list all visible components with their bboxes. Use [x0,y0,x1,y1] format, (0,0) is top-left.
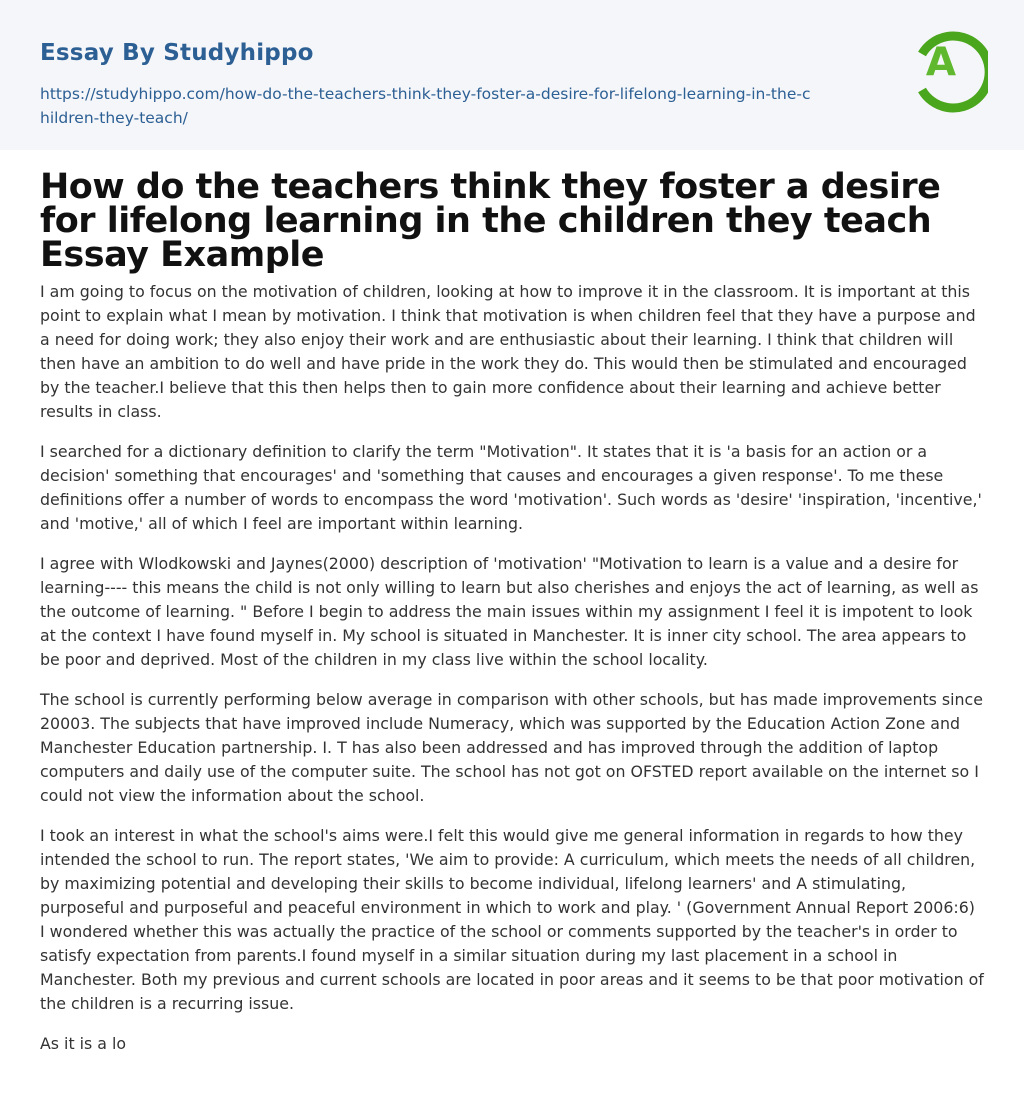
article-paragraph: I agree with Wlodkowski and Jaynes(2000) description of 'motivation' "Motivation to learn is a value and a desire for learning---- this means the child is not only willing to learn but also cherishes and enjoys the act of learning, as well as the outcome of learning. " Before I begin to address the main issues within my assignment I feel it is impotent to look at the context I have found myself in. My school is situated in Manchester. It is inner city school. The area appears to be poor and deprived. Most of the children in my class live within the school locality. [40,554,979,669]
article-paragraph: I am going to focus on the motivation of children, looking at how to improve it in the classroom. It is important at this point to explain what I mean by motivation. I think that motivation is when children feel that they have a purpose and a need for doing work; they also enjoy their work and are enthusiastic about their learning. I think that children will then have an ambition to do well and have pride in the work they do. This would then be stimulated and encouraged by the teacher.I believe that this then helps then to gain more confidence about their learning and achieve better results in class. [40,282,976,421]
brand-title[interactable]: Essay By Studyhippo [40,40,314,66]
logo-letter: A [925,40,957,85]
article-paragraph: The school is currently performing below average in comparison with other schools, but has made improvements since 20003. The subjects that have improved include Numeracy, which was supported by the Education Action Zone and Manchester Education partnership. I. T has also been addressed and has improved through the addition of laptop computers and daily use of the computer suite. The school has not got on OFSTED report available on the internet so I could not view the information about the school. [40,690,983,805]
article-paragraph: I searched for a dictionary definition to clarify the term "Motivation". It states that it is 'a basis for an action or a decision' something that encourages' and 'something that causes and encourages a given response'. To me these definitions offer a number of words to encompass the word 'motivation'. Such words as 'desire' 'inspiration, 'incentive,' and 'motive,' all of which I feel are important within learning. [40,442,982,533]
page-title: How do the teachers think they foster a desire for lifelong learning in the children they teach Essay Example [40,167,941,275]
article-paragraph: I took an interest in what the school's aims were.I felt this would give me general information in regards to how they intended the school to run. The report states, 'We aim to provide: A curriculum, which meets the needs of all children, by maximizing potential and developing their skills to become individual, lifelong learners' and A stimulating, purposeful and purposeful and peaceful environment in which to work and play. ' (Government Annual Report 2006:6) I wondered whether this was actually the practice of the school or comments supported by the teacher's in order to satisfy expectation from parents.I found myself in a similar situation during my last placement in a school in Manchester. Both my previous and current schools are located in poor areas and it seems to be that poor motivation of the children is a recurring issue. [40,826,984,1013]
essay-url-link[interactable]: https://studyhippo.com/how-do-the-teachers-think-they-foster-a-desire-for-lifelong-learning-in-the-children-they-teach/ [40,85,811,127]
studyhippo-logo[interactable] [908,26,988,118]
site-header [0,0,1024,150]
article [40,167,984,1072]
article-paragraph-truncated: As it is a lo [40,1034,127,1053]
